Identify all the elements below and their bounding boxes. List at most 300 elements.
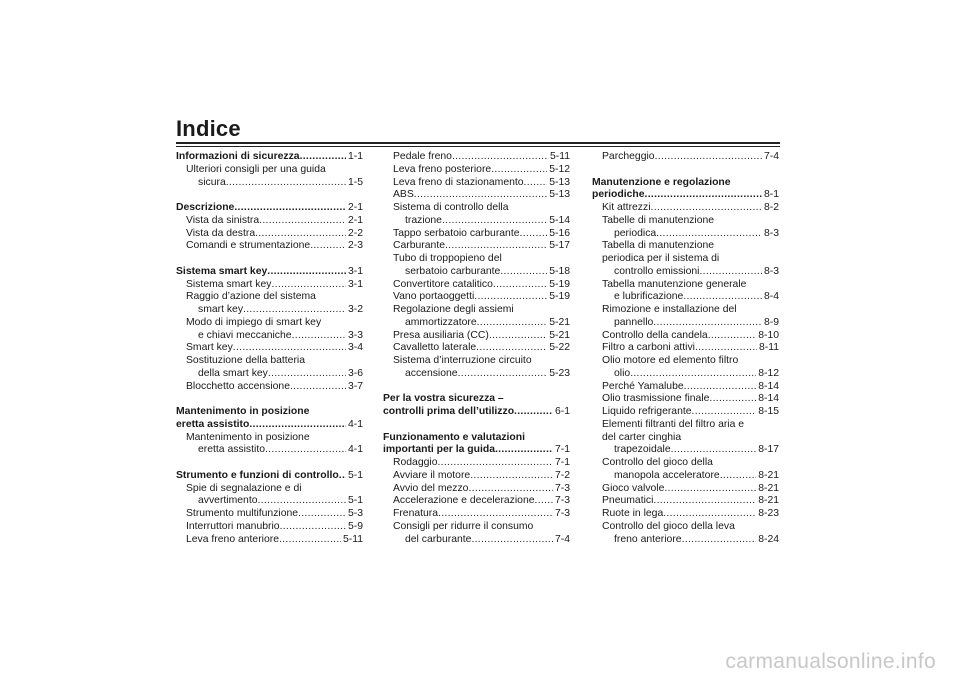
toc-page-number: 5-1 [347,469,363,481]
toc-entry-row [602,151,779,164]
toc-subentry[interactable] [383,342,570,355]
toc-entry-row [186,444,363,457]
toc-entry-label: Liquido refrigerante [602,406,692,417]
section-gap [176,393,363,406]
toc-entry-label: Kit attrezzi [602,202,651,213]
toc-entry-line: Manutenzione e regolazione [592,176,731,188]
toc-entry-label: Cavalletto laterale [393,342,477,354]
toc-entry-label: Sistema smart key [176,265,268,277]
toc-entry-row [602,483,779,496]
toc-page-number: 1-5 [347,176,363,188]
toc-entry-line: Per la vostra sicurezza – [383,393,504,405]
toc-page-number: 8-15 [758,406,779,417]
toc-entry-label: Rodaggio [393,457,438,468]
dot-leader [656,228,762,241]
toc-section-entry[interactable] [176,151,363,164]
toc-entry-line: Tubo di troppopieno del [393,253,502,264]
toc-entry-line: Modo di impiego di smart key [186,316,322,328]
dot-leader [653,495,756,508]
toc-subentry[interactable] [176,228,363,241]
toc-subentry[interactable] [176,521,363,534]
toc-entry-row [393,228,570,241]
toc-entry-row [602,495,779,508]
toc-entry-label: Vista da sinistra [186,214,260,226]
toc-entry-row [393,240,570,253]
toc-entry-line: Mantenimento in posizione [176,406,310,417]
toc-subentry[interactable] [383,508,570,521]
toc-entry-label: manopola acceleratore [614,469,720,481]
toc-entry-label: Gioco valvole [602,482,665,494]
toc-subentry[interactable] [176,342,363,355]
toc-entry-line: Mantenimento in posizione [186,431,310,443]
toc-entry-label: Leva freno di stazionamento [393,176,524,188]
dot-leader [268,368,346,381]
toc-entry-label: serbatoio carburante [405,265,501,277]
toc-page-number: 5-13 [549,189,570,201]
section-gap [383,419,570,432]
toc-subentry[interactable] [383,521,570,547]
toc-entry-line: Tabella manutenzione generale [602,278,747,290]
toc-subentry[interactable] [176,508,363,521]
toc-page-number: 2-1 [347,202,363,213]
toc-entry-label: pannello [614,316,654,328]
toc-subentry[interactable] [592,508,779,521]
watermark: carmanualsonline.info [725,650,936,673]
toc-entry-line: Tabelle di manutenzione [602,214,715,226]
toc-page-number: 2-2 [347,227,363,239]
toc-page-number: 7-1 [554,444,570,456]
toc-subentry[interactable] [383,253,570,279]
toc-entry-row [186,279,363,292]
toc-entry-label: controlli prima dell’utilizzo [383,406,515,417]
dot-leader [280,521,346,534]
page-title: Indice [176,116,241,141]
toc-subentry[interactable] [592,342,779,355]
toc-entry-row [602,508,779,521]
toc-entry-label: Avviare il motore [393,469,471,481]
dot-leader [249,419,346,432]
toc-entry-row [393,330,570,343]
toc-page-number: 3-1 [347,278,363,290]
dot-leader [514,406,553,419]
toc-entry-row [393,151,570,164]
toc-page-number: 8-21 [758,469,779,481]
toc-entry-row [393,215,570,228]
toc-page-number: 8-1 [763,189,779,201]
toc-entry-label: avvertimento [198,495,258,507]
toc-entry-line: Tabella di manutenzione [602,240,715,252]
dot-leader [663,508,756,521]
toc-entry-label: smart key [198,304,244,315]
toc-subentry[interactable] [592,381,779,394]
dot-leader [445,240,547,253]
toc-entry-label: Smart key [186,342,233,354]
toc-page-number: 8-21 [758,495,779,507]
toc-page-number: 4-1 [347,418,363,430]
toc-entry-row [602,381,779,394]
dot-leader [489,330,547,343]
toc-entry-row [393,164,570,177]
toc-subentry[interactable] [383,291,570,304]
toc-entry-row [186,521,363,534]
toc-entry-row [186,330,363,343]
toc-entry-row [383,406,570,419]
toc-page-number: 8-23 [758,508,779,519]
toc-entry-label: della smart key [198,367,268,379]
toc-entry-label: Descrizione [176,202,235,213]
toc-entry-label: Tappo serbatoio carburante [393,227,520,239]
toc-entry-row [602,393,779,406]
section-gap [176,253,363,266]
dot-leader [442,215,547,228]
toc-section-entry[interactable] [383,432,570,458]
dot-leader [476,342,547,355]
dot-leader [243,304,346,317]
dot-leader [271,279,346,292]
dot-leader [477,317,548,330]
section-gap [383,381,570,394]
toc-subentry[interactable] [592,202,779,215]
toc-entry-label: del carburante [405,533,472,545]
toc-subentry[interactable] [592,279,779,305]
toc-page-number: 8-14 [758,380,779,392]
toc-subentry[interactable] [383,240,570,253]
dot-leader [298,508,346,521]
dot-leader [671,444,757,457]
toc-entry-row [602,202,779,215]
toc-subentry[interactable] [592,483,779,496]
toc-entry-label: periodica [614,227,657,239]
toc-page-number: 5-11 [342,533,363,545]
toc-subentry[interactable] [592,304,779,330]
toc-page-number: 8-10 [758,329,779,341]
toc-entry-row [393,508,570,521]
toc-entry-row [602,342,779,355]
toc-entry-label: Olio trasmissione finale [602,393,710,405]
toc-page-number: 5-18 [549,265,570,277]
dot-leader [279,534,341,547]
toc-entry-label: Frenatura [393,508,439,519]
toc-entry-label: olio [614,367,631,379]
toc-subentry[interactable] [383,470,570,483]
dot-leader [520,228,548,241]
toc-page-number: 6-1 [554,406,570,417]
dot-leader [651,202,762,215]
toc-page-number: 5-9 [347,520,363,532]
dot-leader [655,151,762,164]
toc-entry-label: Vano portaoggetti [393,291,475,303]
toc-section-entry[interactable] [592,177,779,203]
dot-leader [310,240,346,253]
toc-subentry[interactable] [592,457,779,483]
toc-subentry[interactable] [592,521,779,547]
toc-entry-row [393,483,570,496]
toc-subentry[interactable] [176,240,363,253]
toc-page-number: 8-17 [758,444,779,456]
toc-entry-row [393,470,570,483]
toc-subentry[interactable] [383,189,570,202]
toc-entry-line: Regolazione degli assiemi [393,304,514,315]
dot-leader [265,444,346,457]
dot-leader [495,444,553,457]
toc-subentry[interactable] [176,483,363,509]
toc-entry-row [186,228,363,241]
toc-entry-row [383,444,570,457]
toc-entry-line: Funzionamento e valutazioni [383,431,526,443]
toc-page-number: 8-14 [758,393,779,405]
toc-entry-label: trazione [405,214,442,226]
toc-entry-line: Rimozione e installazione del [602,304,737,315]
toc-entry-label: Leva freno anteriore [186,533,279,545]
toc-subentry[interactable] [383,151,570,164]
dot-leader [683,291,762,304]
toc-entry-label: accensione [405,367,458,379]
toc-entry-row [602,228,779,241]
toc-page-number: 4-1 [347,444,363,456]
toc-subentry[interactable] [176,164,363,190]
toc-page-number: 7-4 [554,533,570,545]
toc-entry-line: Controllo del gioco della leva [602,520,735,532]
toc-subentry[interactable] [383,279,570,292]
toc-entry-row [602,266,779,279]
toc-page-number: 5-17 [549,240,570,252]
toc-subentry[interactable] [383,495,570,508]
dot-leader [339,470,346,483]
dot-leader [695,342,757,355]
toc-page-number: 3-2 [347,304,363,315]
toc-entry-line: periodica per il sistema di [602,253,720,264]
toc-entry-row [186,240,363,253]
toc-entry-label: Blocchetto accensione [186,380,290,392]
toc-entry-row [176,419,363,432]
toc-entry-label: Leva freno posteriore [393,163,492,175]
toc-subentry[interactable] [383,355,570,381]
toc-entry-row [176,151,363,164]
toc-entry-row [176,266,363,279]
toc-entry-row [602,291,779,304]
dot-leader [682,534,757,547]
toc-subentry[interactable] [383,457,570,470]
dot-leader [535,495,553,508]
toc-column-3 [592,151,779,546]
toc-entry-row [393,189,570,202]
toc-entry-line: Olio motore ed elemento filtro [602,355,739,366]
toc-section-entry[interactable] [176,202,363,215]
toc-section-entry[interactable] [176,406,363,432]
toc-entry-row [393,534,570,547]
toc-entry-line: Sostituzione della batteria [186,355,305,366]
toc-page-number: 3-4 [347,342,363,354]
toc-entry-row [186,534,363,547]
toc-entry-row [186,177,363,190]
toc-subentry[interactable] [383,483,570,496]
toc-section-entry[interactable] [383,393,570,419]
toc-page-number: 3-3 [347,329,363,341]
toc-page-number: 5-13 [549,176,570,188]
toc-page-number: 8-3 [763,227,779,239]
toc-entry-label: Accelerazione e decelerazione [393,495,535,507]
toc-entry-row [393,279,570,292]
toc-page-number: 8-9 [763,316,779,328]
dot-leader [233,342,346,355]
toc-entry-row [186,381,363,394]
toc-page-number: 7-1 [554,457,570,468]
toc-subentry[interactable] [383,202,570,228]
toc-entry-line: Controllo del gioco della [602,457,713,468]
toc-page-number: 8-24 [758,533,779,545]
toc-subentry[interactable] [383,330,570,343]
toc-subentry[interactable] [383,177,570,190]
toc-entry-row [186,495,363,508]
toc-entry-row [393,317,570,330]
toc-page-number: 5-19 [549,291,570,303]
toc-subentry[interactable] [592,495,779,508]
toc-page-number: 5-3 [347,508,363,519]
toc-entry-label: e chiavi meccaniche [198,329,292,341]
dot-leader [414,189,547,202]
toc-entry-label: Controllo della candela [602,329,708,341]
toc-entry-line: del carter cinghia [602,431,682,443]
dot-leader [438,508,553,521]
dot-leader [300,151,346,164]
toc-entry-row [602,534,779,547]
toc-entry-line: Spie di segnalazione e di [186,482,302,494]
dot-leader [267,266,346,279]
toc-page-number: 5-1 [347,495,363,507]
toc-page-number: 8-4 [763,291,779,303]
toc-entry-row [602,317,779,330]
toc-page-number: 8-12 [758,367,779,379]
toc-entry-label: Convertitore catalitico [393,278,493,290]
dot-leader [257,495,345,508]
toc-entry-label: Ruote in lega [602,508,664,519]
toc-entry-row [186,508,363,521]
toc-subentry[interactable] [176,381,363,394]
toc-page-number: 5-12 [549,163,570,175]
toc-subentry[interactable] [176,534,363,547]
toc-page-number: 7-3 [554,495,570,507]
toc-entry-label: Pneumatici [602,495,654,507]
toc-subentry[interactable] [383,164,570,177]
toc-entry-row [176,470,363,483]
section-gap [176,457,363,470]
toc-page-number: 7-4 [763,151,779,162]
toc-entry-row [602,444,779,457]
toc-entry-label: Comandi e strumentazione [186,240,311,252]
toc-entry-label: Carburante [393,240,445,252]
toc-entry-label: freno anteriore [614,533,682,545]
toc-page-number: 2-3 [347,240,363,252]
toc-subentry[interactable] [176,215,363,228]
toc-page-number: 5-21 [549,329,570,341]
toc-entry-line: Ulteriori consigli per una guida [186,163,326,175]
toc-entry-line: Consigli per ridurre il consumo [393,520,534,532]
toc-entry-label: trapezoidale [614,444,671,456]
toc-entry-label: Filtro a carboni attivi [602,342,695,354]
toc-column-2 [383,151,570,546]
toc-entry-row [592,189,779,202]
toc-page-number: 8-3 [763,265,779,277]
toc-page-number: 3-6 [347,367,363,379]
dot-leader [255,228,346,241]
toc-entry-label: Interruttori manubrio [186,520,280,532]
toc-entry-label: controllo emissioni [614,265,700,277]
dot-leader [474,291,547,304]
dot-leader [438,457,553,470]
toc-entry-label: Informazioni di sicurezza [176,151,300,162]
dot-leader [493,279,547,292]
toc-entry-label: ammortizzatore [405,316,477,328]
toc-subentry[interactable] [383,304,570,330]
toc-page-number: 7-3 [554,482,570,494]
toc-page-number: 5-21 [549,316,570,328]
toc-subentry[interactable] [592,393,779,406]
dot-leader [664,483,756,496]
dot-leader [692,406,757,419]
toc-subentry[interactable] [176,279,363,292]
toc-page-number: 5-14 [549,214,570,226]
toc-subentry[interactable] [176,291,363,317]
dot-leader [720,470,757,483]
toc-entry-label: eretta assistito [176,418,250,430]
dot-leader [524,177,548,190]
toc-subentry[interactable] [383,228,570,241]
toc-column-1 [176,151,363,546]
toc-subentry[interactable] [592,419,779,457]
dot-leader [684,381,757,394]
toc-subentry[interactable] [592,215,779,241]
toc-entry-row [393,266,570,279]
toc-entry-label: Vista da destra [186,227,256,239]
toc-subentry[interactable] [592,330,779,343]
dot-leader [653,317,762,330]
toc-section-entry[interactable] [176,470,363,483]
toc-subentry[interactable] [176,355,363,381]
toc-entry-row [186,304,363,317]
toc-entry-row [393,291,570,304]
toc-entry-row [393,457,570,470]
toc-subentry[interactable] [592,406,779,419]
dot-leader [709,393,756,406]
dot-leader [500,266,547,279]
toc-page-number: 8-11 [758,342,779,354]
toc-subentry[interactable] [592,355,779,381]
toc-entry-label: importanti per la guida [383,444,495,456]
toc-subentry[interactable] [176,432,363,458]
toc-entry-row [186,342,363,355]
toc-entry-label: ABS [393,189,414,201]
toc-page-number: 5-19 [549,278,570,290]
toc-page-number: 8-21 [758,482,779,494]
dot-leader [458,368,548,381]
toc-subentry[interactable] [592,240,779,278]
toc-entry-row [602,406,779,419]
toc-page-number: 1-1 [347,151,363,162]
toc-subentry[interactable] [592,151,779,164]
toc-entry-label: eretta assistito [198,444,265,456]
toc-entry-line: Sistema di controllo della [393,202,509,213]
toc-entry-row [393,368,570,381]
toc-subentry[interactable] [176,317,363,343]
toc-page-number: 8-2 [763,202,779,213]
toc-entry-row [186,368,363,381]
toc-entry-row [393,495,570,508]
toc-section-entry[interactable] [176,266,363,279]
toc-page-number: 7-2 [554,469,570,481]
toc-entry-label: periodiche [592,189,645,201]
toc-entry-row [602,330,779,343]
toc-entry-line: Raggio d’azione del sistema [186,291,316,303]
